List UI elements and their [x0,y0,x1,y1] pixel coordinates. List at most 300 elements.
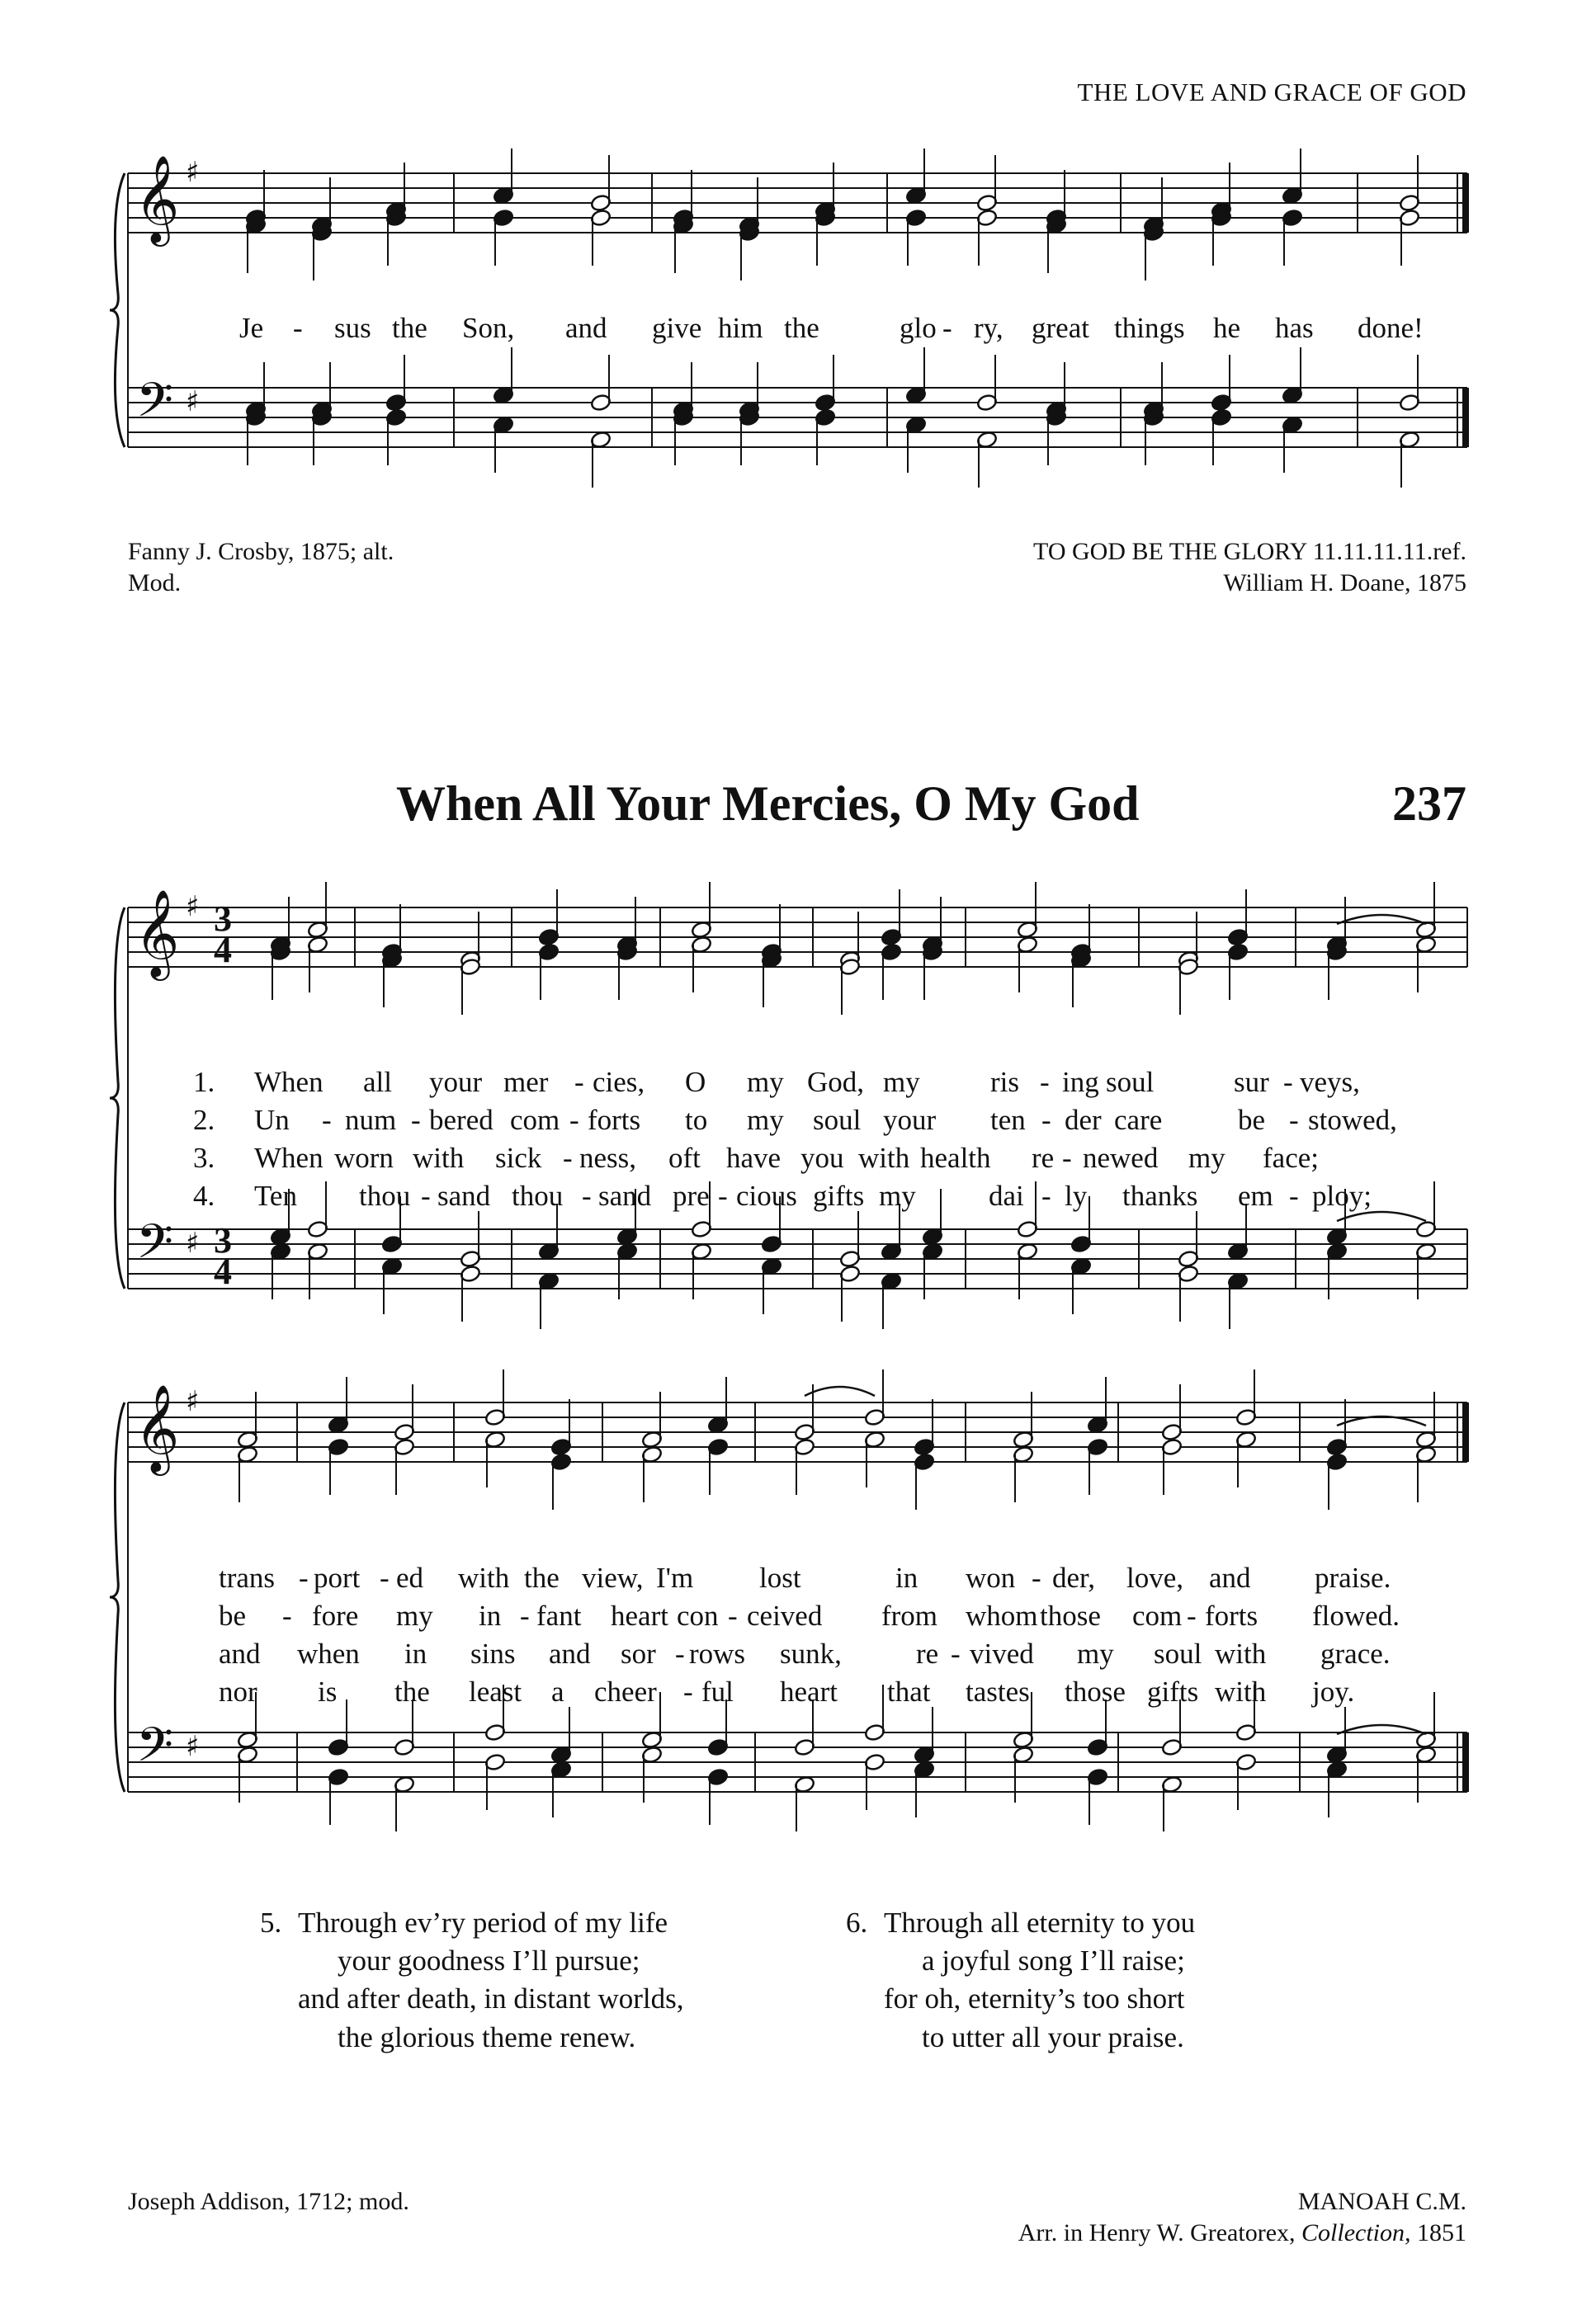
lyric-syllable: dai [989,1180,1024,1212]
lyric-syllable: ful [701,1676,734,1708]
half-note [1235,1753,1257,1810]
lyric-syllable: heart [611,1600,668,1632]
lyric-syllable: with [858,1142,910,1174]
lyric-syllable: O [685,1066,706,1098]
lyric-syllable: and [1209,1562,1251,1594]
lyric-syllable: sus [334,312,371,344]
hyphen: - [675,1638,685,1670]
lyric-syllable: you [800,1142,844,1174]
half-note [460,1265,481,1322]
half-note [484,1369,506,1426]
hymn-number: 237 [1392,776,1466,831]
lyric-syllable: with [458,1562,510,1594]
lyric-syllable: sor [621,1638,656,1670]
half-note [1399,431,1420,488]
quarter-note [616,943,638,1000]
half-note [394,1775,415,1831]
lyric-syllable: my [1188,1142,1225,1174]
quarter-note [1211,209,1232,266]
lyric-syllable: sunk, [780,1638,842,1670]
hyphen: - [574,1066,584,1098]
lyric-syllable: is [318,1676,338,1708]
quarter-note [922,1189,943,1246]
lyric-syllable: sur [1234,1066,1269,1098]
lyric-syllable: worn [334,1142,394,1174]
quarter-note [881,943,902,1000]
half-note [641,1445,663,1502]
final-barline [1462,1732,1469,1792]
system-brace [110,1402,125,1792]
lyric-syllable: my [879,1180,916,1212]
lyric-syllable: num [345,1104,397,1136]
half-note [1178,1211,1199,1268]
half-note [307,936,328,992]
quarter-note [914,1399,935,1456]
half-note [1017,882,1038,939]
time-top-bass: 3 [214,1220,232,1261]
quarter-note [761,1257,782,1314]
key-sharp: ♯ [186,385,200,418]
lyric-syllable: view, [582,1562,644,1594]
lyric-syllable: fore [312,1600,359,1632]
quarter-note [311,224,333,280]
hyphen: - [683,1676,693,1708]
verse-number: 4. [193,1180,215,1212]
quarter-note [550,1453,572,1510]
quarter-note [385,355,407,412]
quarter-note [815,209,836,266]
lyric-syllable: a [551,1676,564,1708]
hyphen: - [411,1104,421,1136]
hyphen: - [569,1104,579,1136]
quarter-note [1143,224,1164,280]
quarter-note [1087,1377,1108,1434]
quarter-note [815,408,836,465]
hyphen: - [1041,1104,1051,1136]
lyric-syllable: vived [970,1638,1034,1670]
quarter-note [270,1242,291,1299]
half-note [460,1211,481,1268]
half-note [484,1431,506,1487]
half-note [1399,355,1420,412]
quarter-note [1326,943,1348,1000]
half-note [307,1181,328,1238]
half-note [1415,1181,1437,1238]
quarter-note [245,216,267,273]
tie [1337,1212,1426,1221]
hyphen: - [282,1600,292,1632]
hyphen: - [322,1104,332,1136]
lyric-syllable: your [883,1104,937,1136]
lyric-syllable: ry, [974,312,1004,344]
quarter-note [673,216,694,273]
half-note [794,1775,815,1831]
quarter-note [245,408,267,465]
lyric-syllable: cious [736,1180,797,1212]
hyphen: - [728,1600,738,1632]
half-note [237,1746,258,1803]
lyric-syllable: my [396,1600,433,1632]
half-note [394,1384,415,1441]
lyric-syllable: and [565,312,607,344]
lyric-syllable: my [747,1104,784,1136]
lyric-syllable: em [1238,1180,1273,1212]
half-note [839,1265,861,1322]
quarter-note [707,1377,729,1434]
lyric-syllable: gifts [1147,1676,1199,1708]
half-note [641,1746,663,1803]
half-note [590,431,612,488]
quarter-note [739,408,760,465]
lyric-syllable: done! [1358,312,1424,344]
half-note [1415,936,1437,992]
half-note [641,1392,663,1449]
quarter-note [538,1272,560,1329]
tie [805,1387,875,1396]
half-note [1013,1445,1034,1502]
lyric-syllable: from [881,1600,938,1632]
lyric-syllable: sand [437,1180,491,1212]
lyric-syllable: Un [254,1104,290,1136]
hyphen: - [1040,1066,1050,1098]
lyric-syllable: soul [813,1104,862,1136]
hyphen: - [1283,1066,1293,1098]
half-note [1415,1746,1437,1803]
lyric-syllable: be [219,1600,247,1632]
half-note [1161,1384,1183,1441]
lyric-syllable: health [920,1142,991,1174]
lyric-syllable: mer [503,1066,549,1098]
lyric-syllable: tastes [966,1676,1030,1708]
treble-clef: 𝄞 [135,154,180,243]
quarter-note [270,943,291,1000]
lyric-syllable: pre [673,1180,710,1212]
half-note [794,1438,815,1495]
hyphen: - [380,1562,390,1594]
hyphen: - [1289,1104,1299,1136]
lyric-syllable: veys, [1300,1066,1360,1098]
half-note [864,1431,885,1487]
lyric-syllable: those [1040,1600,1101,1632]
hymn-tune-credit: MANOAH C.M. Arr. in Henry W. Greatorex, Collection, 1851 [1018,2188,1466,2246]
half-note [1017,1242,1038,1299]
quarter-note [1326,1707,1348,1764]
hyphen: - [1032,1562,1041,1594]
system-brace [110,173,125,447]
lyric-syllable: won [966,1562,1016,1594]
lyric-syllable: the [784,312,819,344]
quarter-note [905,416,927,473]
key-sharp: ♯ [186,1730,200,1763]
half-note [864,1685,885,1742]
key-sharp: ♯ [186,1227,200,1260]
quarter-note [1087,1438,1108,1495]
half-note [839,1211,861,1268]
quarter-note [1211,408,1232,465]
half-note [1415,1242,1437,1299]
quarter-note [1326,1453,1348,1510]
quarter-note [616,1242,638,1299]
quarter-note [1227,1272,1249,1329]
half-note [394,1438,415,1495]
quarter-note [493,148,514,205]
half-note [460,958,481,1015]
final-barline [1462,173,1469,233]
lyric-syllable: cies, [593,1066,645,1098]
treble-clef: 𝄞 [135,1384,180,1472]
quarter-note [922,1242,943,1299]
lyric-syllable: grace. [1320,1638,1391,1670]
lyric-syllable: forts [1205,1600,1259,1632]
lyric-syllable: Son, [462,312,515,344]
lyric-syllable: com [510,1104,560,1136]
lyric-syllable: all [363,1066,392,1098]
quarter-note [1282,416,1303,473]
quarter-note [1326,1399,1348,1456]
quarter-note [538,889,560,946]
bass-clef: 𝄢 [136,1214,174,1281]
half-note [484,1753,506,1810]
half-note [237,1392,258,1449]
prev-text-credit: Fanny J. Crosby, 1875; alt. Mod. [128,538,394,596]
lyric-syllable: with [1215,1638,1267,1670]
half-note [1415,882,1437,939]
half-note [691,882,712,939]
quarter-note [1227,889,1249,946]
half-note [1235,1431,1257,1487]
quarter-note [905,209,927,266]
half-note [1178,1265,1199,1322]
prev-tune-credit: TO GOD BE THE GLORY 11.11.11.11.ref. William H. Doane, 1875 [1033,538,1466,596]
lyric-syllable: Je [239,312,264,344]
half-note [1415,1692,1437,1749]
lyric-syllable: soul [1106,1066,1155,1098]
quarter-note [881,1272,902,1329]
lyric-syllable: with [1215,1676,1267,1708]
lyric-syllable: ness, [579,1142,637,1174]
lyric-syllable: the [392,312,427,344]
quarter-note [707,1438,729,1495]
quarter-note [1211,355,1232,412]
lyric-syllable: rows [689,1638,746,1670]
quarter-note [538,943,560,1000]
half-note [590,209,612,266]
verse-number: 3. [193,1142,215,1174]
lyric-syllable: the [394,1676,430,1708]
stanza-5: 5. Through ev’ry period of my life your goodness I’ll pursue; and after death, in distant worlds, the glorious theme renew. [260,1907,684,2053]
quarter-note [1282,209,1303,266]
lyric-syllable: nor [219,1676,257,1708]
lyric-syllable: When [254,1142,323,1174]
lyric-syllable: be [1238,1104,1266,1136]
lyric-syllable: to [685,1104,708,1136]
quarter-note [1326,1761,1348,1817]
lyric-syllable: heart [780,1676,838,1708]
half-note [1017,936,1038,992]
lyric-syllable: with [413,1142,465,1174]
quarter-note [922,943,943,1000]
half-note [1415,1445,1437,1502]
hyphen: - [520,1600,530,1632]
lyric-syllable: thou [359,1180,411,1212]
half-note [590,155,612,212]
lyric-syllable: com [1132,1600,1183,1632]
lyric-syllable: der [1065,1104,1102,1136]
bass-clef: 𝄢 [136,1717,174,1784]
lyric-syllable: your [429,1066,483,1098]
lyric-syllable: the [524,1562,560,1594]
quarter-note [905,148,927,205]
half-note [1178,958,1199,1015]
lyric-syllable: those [1065,1676,1126,1708]
half-note [1161,1775,1183,1831]
quarter-note [381,1257,403,1314]
half-note [1235,1369,1257,1426]
treble-clef: 𝄞 [135,889,180,977]
section-header: THE LOVE AND GRACE OF GOD [1077,78,1466,106]
hyphen: - [718,1180,728,1212]
lyric-syllable: love, [1126,1562,1184,1594]
half-note [864,1369,885,1426]
hyphen: - [1062,1142,1072,1174]
lyric-syllable: der, [1052,1562,1096,1594]
lyric-syllable: sand [598,1180,652,1212]
lyric-syllable: in [895,1562,919,1594]
quarter-note [1282,347,1303,404]
quarter-note [673,408,694,465]
lyric-syllable: my [747,1066,784,1098]
lyric-syllable: flowed. [1312,1600,1400,1632]
lyric-syllable: bered [429,1104,493,1136]
half-note [976,209,998,266]
quarter-note [1326,1242,1348,1299]
hyphen: - [299,1562,309,1594]
hyphen: - [1041,1180,1051,1212]
final-barline [1462,1402,1469,1462]
verse-number: 2. [193,1104,215,1136]
quarter-note [1070,1257,1092,1314]
half-note [1399,209,1420,266]
quarter-note [1143,408,1164,465]
key-sharp: ♯ [186,156,200,189]
lyric-syllable: God, [807,1066,865,1098]
quarter-note [761,950,782,1007]
hyphen: - [582,1180,592,1212]
quarter-note [914,1453,935,1510]
lyric-syllable: things [1114,312,1185,344]
lyric-syllable: ly [1065,1180,1088,1212]
hyphen: - [293,312,303,344]
lyric-syllable: have [726,1142,782,1174]
lyric-syllable: him [718,312,763,344]
bass-clef: 𝄢 [136,372,174,440]
lyric-syllable: cheer [594,1676,657,1708]
lyric-syllable: ceived [747,1600,823,1632]
time-bottom-treble: 4 [214,930,232,970]
quarter-note [1046,216,1067,273]
lyric-syllable: has [1275,312,1314,344]
quarter-note [550,1761,572,1817]
lyric-syllable: fant [536,1600,582,1632]
half-note [1399,155,1420,212]
quarter-note [739,224,760,280]
half-note [590,355,612,412]
half-note [976,355,998,412]
quarter-note [914,1707,935,1764]
lyric-syllable: ing [1062,1066,1099,1098]
hyphen: - [942,312,952,344]
lyric-syllable: ploy; [1312,1180,1372,1212]
lyric-syllable: lost [759,1562,801,1594]
lyric-syllable: When [254,1066,323,1098]
quarter-note [914,1761,935,1817]
lyric-syllable: port [314,1562,361,1594]
lyric-syllable: least [469,1676,522,1708]
quarter-note [493,347,514,404]
half-note [976,431,998,488]
lyric-syllable: I'm [656,1562,694,1594]
lyric-syllable: that [887,1676,931,1708]
quarter-note [328,1377,349,1434]
half-note [1161,1438,1183,1495]
quarter-note [550,1707,572,1764]
hymn-title: When All Your Mercies, O My God [396,776,1140,831]
half-note [237,1445,258,1502]
hyphen: - [1187,1600,1197,1632]
lyric-syllable: great [1032,312,1089,344]
lyric-syllable: thanks [1122,1180,1198,1212]
lyric-syllable: con [677,1600,719,1632]
lyric-syllable: re [916,1638,939,1670]
lyric-syllable: soul [1154,1638,1202,1670]
time-top-treble: 3 [214,898,232,939]
quarter-note [550,1399,572,1456]
half-note [864,1753,885,1810]
half-note [1013,1746,1034,1803]
quarter-note [1070,950,1092,1007]
lyric-syllable: Ten [254,1180,297,1212]
lyric-syllable: in [404,1638,427,1670]
lyric-syllable: and [549,1638,591,1670]
system-brace [110,907,125,1289]
half-note [839,958,861,1015]
hymn-text-credit: Joseph Addison, 1712; mod. [128,2188,409,2215]
quarter-note [385,209,407,266]
lyric-syllable: praise. [1315,1562,1391,1594]
quarter-note [1227,943,1249,1000]
lyric-syllable: face; [1263,1142,1319,1174]
lyric-syllable: my [1077,1638,1114,1670]
hyphen: - [563,1142,573,1174]
lyric-syllable: in [479,1600,502,1632]
quarter-note [707,1768,729,1825]
lyric-syllable: and [219,1638,261,1670]
quarter-note [1282,148,1303,205]
half-note [976,155,998,212]
lyric-syllable: joy. [1312,1676,1355,1708]
lyric-syllable: ris [990,1066,1019,1098]
quarter-note [311,408,333,465]
quarter-note [493,416,514,473]
half-note [691,1242,712,1299]
hyphen: - [951,1638,961,1670]
quarter-note [1046,408,1067,465]
lyric-syllable: sick [495,1142,542,1174]
lyric-syllable: glo [900,312,937,344]
half-note [1415,1392,1437,1449]
key-sharp: ♯ [186,1385,200,1418]
lyric-syllable: forts [588,1104,641,1136]
